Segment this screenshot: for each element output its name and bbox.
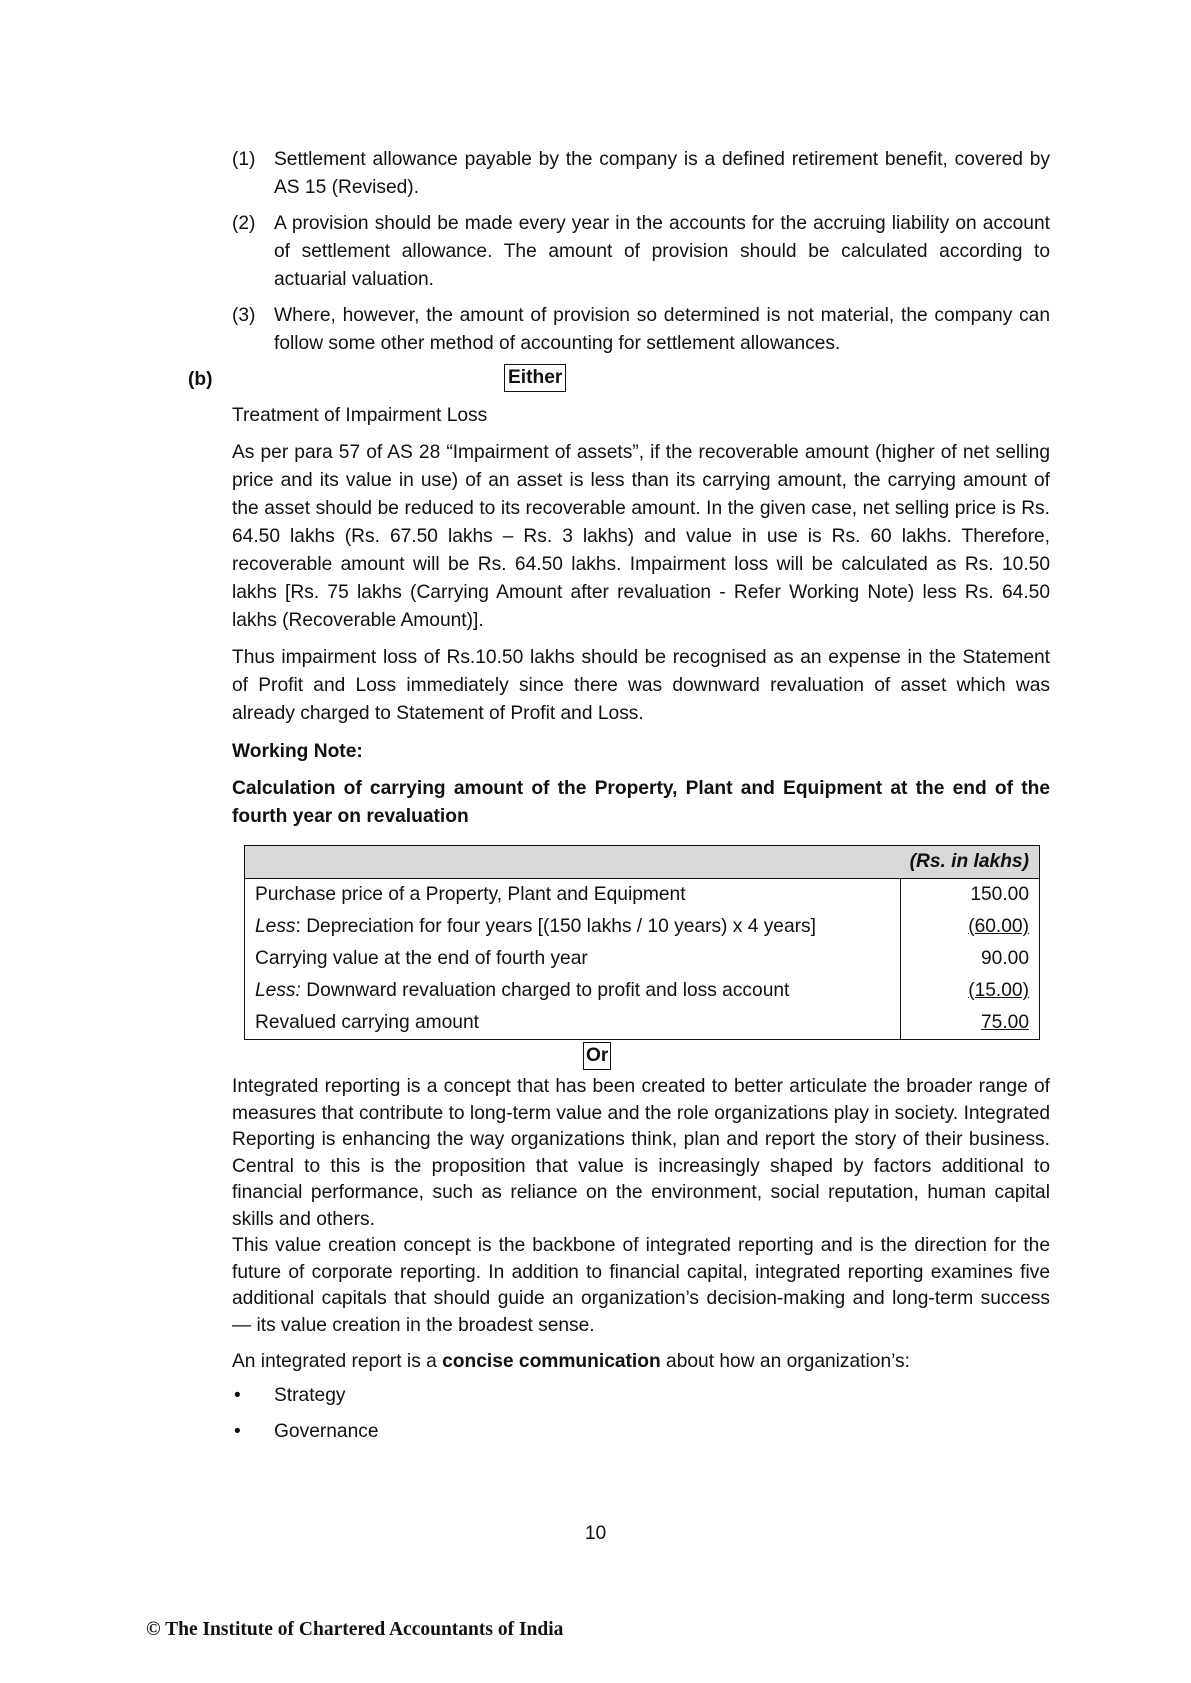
integrated-paragraph-1: Integrated reporting is a concept that has been created to better articulate the broader range of measures that contribute to long-term value and the role organizations play in society. Integrated Reporting is enhancing the way organizations think, plan and report the story of their business. Central to this is the proposition that value is increasingly shaped by factors additional to financial performance, such as reliance on the environment, social reputation, human capital skills and others. <box>232 1076 1050 1230</box>
list-number: (3) <box>232 305 256 326</box>
calculation-table <box>244 845 1040 1040</box>
table-header-row <box>245 846 1040 879</box>
table-cell-amount: 90.00 <box>980 948 1029 969</box>
row-description: Purchase price of a Property, Plant and Equipment <box>255 884 686 905</box>
amount-value: 75.00 <box>980 1012 1029 1033</box>
list-item <box>232 1418 1050 1454</box>
table-row <box>245 911 1040 943</box>
either-label: Either <box>504 364 566 392</box>
bullet-icon: • <box>234 1385 241 1406</box>
list-item <box>232 1382 1050 1418</box>
amount-value: (60.00) <box>968 916 1029 937</box>
table-cell-description <box>245 1007 901 1040</box>
amount-value: (15.00) <box>968 980 1029 1001</box>
integrated-paragraph-3 <box>232 1348 1050 1376</box>
table-row <box>245 1007 1040 1040</box>
table-row <box>245 943 1040 975</box>
working-note-title: Working Note: <box>232 741 363 762</box>
list-item <box>232 146 1050 202</box>
or-label: Or <box>583 1042 611 1070</box>
bullet-text: Strategy <box>274 1385 346 1406</box>
calculation-title: Calculation of carrying amount of the Property, Plant and Equipment at the end of the fourth year on revaluation <box>232 778 1050 827</box>
table-cell-amount: 150.00 <box>970 884 1029 905</box>
table-row <box>245 879 1040 912</box>
section-b-header <box>188 366 1050 402</box>
text-run: about how an organization’s: <box>660 1351 910 1372</box>
footer-copyright: © The Institute of Chartered Accountants of India <box>146 1619 564 1640</box>
or-divider <box>232 1040 1050 1074</box>
integrated-paragraph-2: This value creation concept is the backbone of integrated reporting and is the direction for the future of corporate reporting. In addition to financial capital, integrated reporting examines five additional capitals that should guide an organization’s decision-making and long-term success — its value creation in the broadest sense. <box>232 1235 1050 1336</box>
section-b-label: (b) <box>188 369 213 390</box>
table-cell-description <box>245 879 901 912</box>
row-description: : Depreciation for four years [(150 lakhs / 10 years) x 4 years] <box>295 916 816 937</box>
list-item <box>232 302 1050 358</box>
impairment-paragraph-1: As per para 57 of AS 28 “Impairment of assets”, if the recoverable amount (higher of net selling price and its value in use) of an asset is less than its carrying amount, the carrying amount of the asset should be reduced to its recoverable amount. In the given case, net selling price is Rs. 64.50 lakhs (Rs. 67.50 lakhs – Rs. 3 lakhs) and value in use is Rs. 60 lakhs. Therefore, recoverable amount will be Rs. 64.50 lakhs. Impairment loss will be calculated as Rs. 10.50 lakhs [Rs. 75 lakhs (Carrying Amount after revaluation - Refer Working Note) less Rs. 64.50 lakhs (Recoverable Amount)]. <box>232 442 1050 631</box>
row-description: Revalued carrying amount <box>255 1012 479 1033</box>
bullet-text: Governance <box>274 1421 379 1442</box>
table-cell-description <box>245 975 901 1007</box>
table-cell-amount <box>901 975 1040 1007</box>
emphasis-text: concise communication <box>442 1351 661 1372</box>
table-cell-description <box>245 911 901 943</box>
list-item <box>232 210 1050 294</box>
bullet-list <box>232 1382 1050 1454</box>
row-description: Downward revaluation charged to profit and loss account <box>300 980 790 1001</box>
row-description: Carrying value at the end of fourth year <box>255 948 588 969</box>
list-number: (2) <box>232 213 256 234</box>
numbered-list <box>232 146 1050 358</box>
row-prefix: Less <box>255 916 296 937</box>
table-cell-description <box>245 943 901 975</box>
text-run: An integrated report is a <box>232 1351 443 1372</box>
list-text: Settlement allowance payable by the company is a defined retirement benefit, covered by AS 15 (Revised). <box>274 149 1050 198</box>
row-prefix: Less: <box>255 980 301 1001</box>
table-cell-amount <box>901 911 1040 943</box>
impairment-heading: Treatment of Impairment Loss <box>232 405 488 426</box>
page-content <box>188 146 1050 1454</box>
list-text: A provision should be made every year in the accounts for the accruing liability on account of settlement allowance. The amount of provision should be calculated according to actuarial valuation. <box>274 213 1050 290</box>
impairment-paragraph-2: Thus impairment loss of Rs.10.50 lakhs should be recognised as an expense in the Statement of Profit and Loss immediately since there was downward revaluation of asset which was already charged to Statement of Profit and Loss. <box>232 647 1050 724</box>
list-text: Where, however, the amount of provision so determined is not material, the company can follow some other method of accounting for settlement allowances. <box>274 305 1050 354</box>
table-row <box>245 975 1040 1007</box>
table-header-unit: (Rs. in lakhs) <box>245 846 1040 879</box>
page-number: 10 <box>584 1523 607 1544</box>
table-cell-amount <box>901 1007 1040 1040</box>
bullet-icon: • <box>234 1421 241 1442</box>
list-number: (1) <box>232 149 256 170</box>
